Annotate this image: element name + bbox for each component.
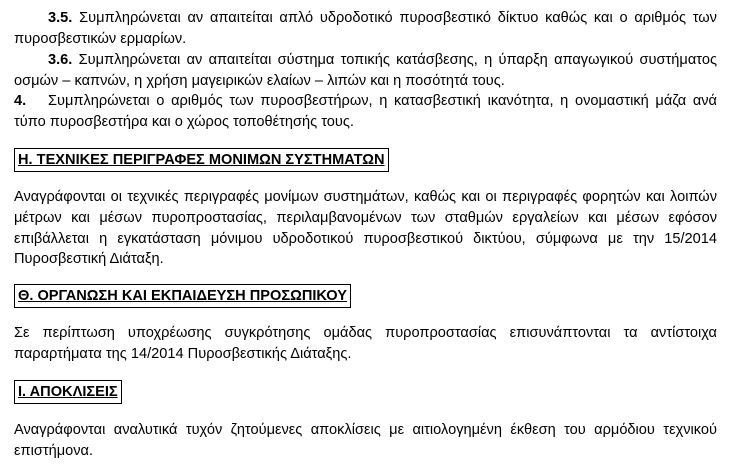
item-4 — [14, 91, 717, 133]
item-4-text: Συμπληρώνεται ο αριθμός των πυροσβεστήρων, η κατασβεστική ικανότητα, η ονομαστική μάζα ανά τύπο πυροσβεστήρα και ο χώρος τοποθέτησής τους. — [14, 93, 717, 130]
section-i-body: Αναγράφονται αναλυτικά τυχόν ζητούμενες αποκλίσεις με αιτιολογημένη έκθεση του αρμόδιου τεχνικού επιστήμονα. — [14, 422, 717, 459]
section-h-body: Αναγράφονται οι τεχνικές περιγραφές μονίμων συστημάτων, καθώς και οι περιγραφές φορητών και λοιπών μέτρων και μέσων πυροπροστασίας, περιλαμβανομένων των σταθμών εργαλείων και μέσων εφόσον επιβάλλεται η εγκατάσταση μόνιμου υδροδοτικού πυροσβεστικού δικτύου, σύμφωνα με την 15/2014 Πυροσβεστική Διάταξη. — [14, 189, 717, 268]
section-th-heading-text: Θ. ΟΡΓΑΝΩΣΗ ΚΑΙ ΕΚΠΑΙΔΕΥΣΗ ΠΡΟΣΩΠΙΚΟΥ — [18, 288, 347, 304]
section-h-heading-text: Η. ΤΕΧΝΙΚΕΣ ΠΕΡΙΓΡΑΦΕΣ ΜΟΝΙΜΩΝ ΣΥΣΤΗΜΑΤΩΝ — [18, 152, 385, 168]
item-3-6 — [14, 50, 717, 92]
item-3-6-number: 3.6. — [48, 52, 73, 68]
section-th-body: Σε περίπτωση υποχρέωσης συγκρότησης ομάδας πυροπροστασίας επισυνάπτονται τα αντίστοιχα παραρτήματα της 14/2014 Πυροσβεστικής Διάταξης. — [14, 325, 717, 362]
item-3-5 — [14, 8, 717, 50]
item-3-5-number: 3.5. — [48, 10, 73, 26]
section-th-heading — [14, 284, 351, 308]
item-3-6-text: Συμπληρώνεται αν απαιτείται σύστημα τοπικής κατάσβεσης, η ύπαρξη απαγωγικού συστήματος οσμών – καπνών, η χρήση μαγειρικών ελαίων – λιπών και η ποσότητά τους. — [14, 52, 717, 89]
section-h-heading — [14, 148, 389, 172]
section-i-heading-text: Ι. ΑΠΟΚΛΙΣΕΙΣ — [18, 384, 118, 400]
item-4-number: 4. — [14, 93, 27, 109]
item-3-5-text: Συμπληρώνεται αν απαιτείται απλό υδροδοτικό πυροσβεστικό δίκτυο καθώς και ο αριθμός των πυροσβεστικών ερμαρίων. — [14, 10, 717, 47]
section-i-heading — [14, 380, 122, 404]
